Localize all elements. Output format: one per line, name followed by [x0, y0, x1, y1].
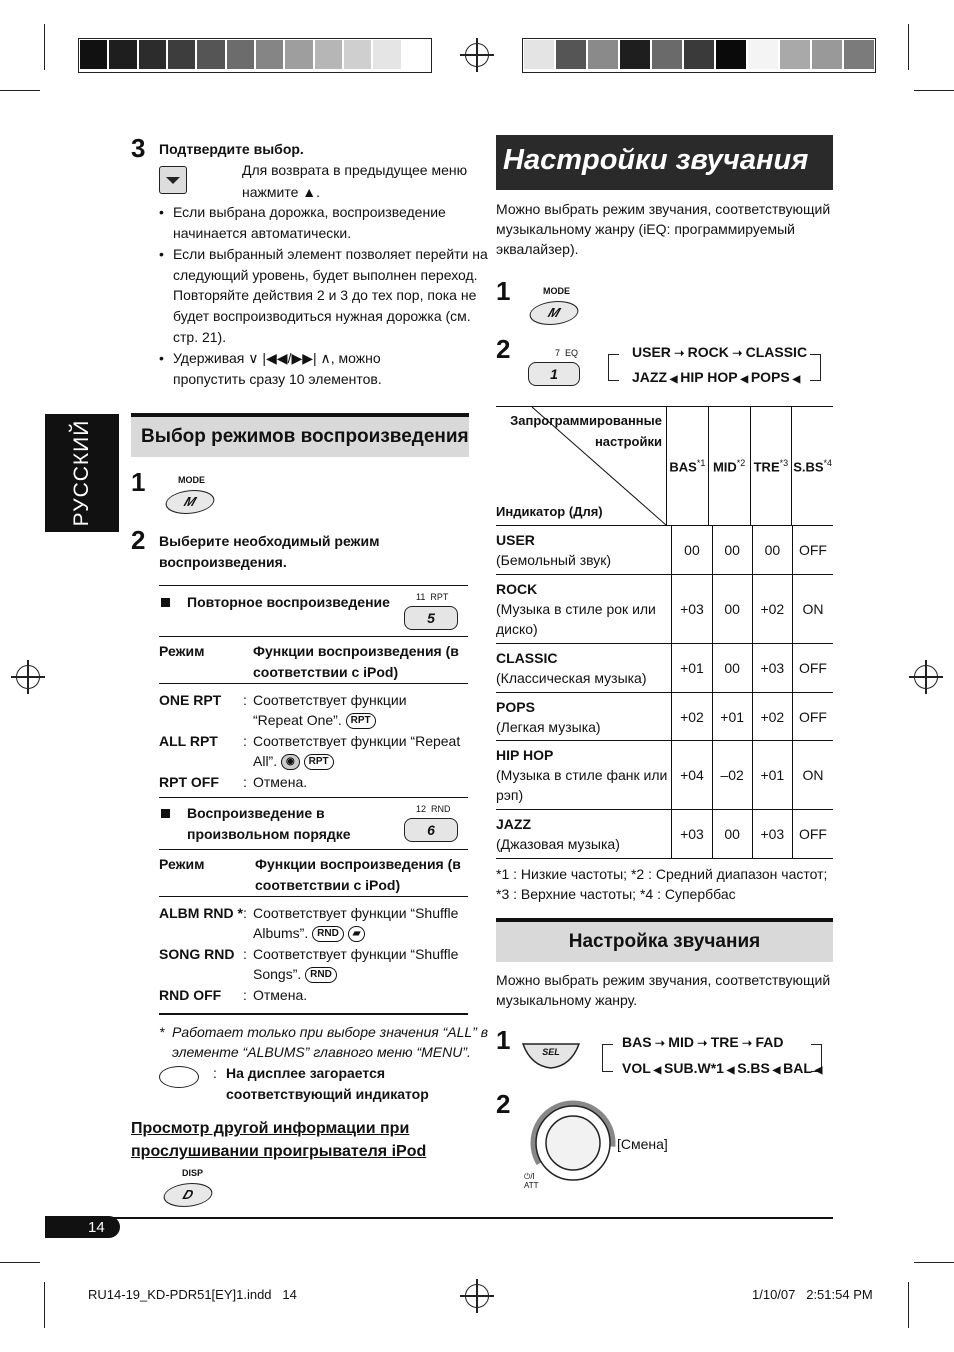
intro-line: Можно выбрать режим звучания, соответствующий: [496, 972, 831, 988]
crop-mark: [908, 1282, 909, 1328]
mode-row: [159, 731, 469, 772]
crop-mark: [0, 90, 40, 91]
mode-function: Соответствует функции “Repeat: [253, 733, 461, 749]
arrow-icon: ◀: [667, 374, 681, 385]
display-indicator-icon: [159, 1066, 199, 1088]
eq-table-row: [496, 810, 833, 859]
colon: :: [213, 1065, 217, 1081]
registration-mark-bottom: [465, 1284, 489, 1308]
color-swatch: [284, 39, 313, 70]
eq-table: [496, 406, 833, 859]
eq-preset-desc: рэп): [496, 787, 524, 803]
footnote-asterisk: *: [159, 1024, 165, 1040]
eq-button[interactable]: [528, 362, 580, 386]
table-notes: *3 : Верхние частоты; *4 : Суперббас: [496, 886, 736, 902]
color-swatch: [747, 39, 779, 70]
color-swatch: [138, 39, 167, 70]
colon: :: [243, 946, 247, 962]
info-section-title-line: прослушивании проигрывателя iPod: [131, 1143, 427, 1160]
column-header-text: [709, 458, 750, 474]
colon: :: [243, 905, 247, 921]
mode-button[interactable]: [526, 301, 583, 325]
mode-function: [253, 710, 376, 730]
bullet-line: следующий уровень, будет выполнен переход.: [173, 266, 478, 283]
divider: [159, 585, 468, 586]
eq-cycle-diagram: [608, 344, 823, 386]
info-section-title: [131, 1117, 426, 1163]
sel-button-letter: SEL: [542, 1047, 560, 1057]
column-header-name: TRE: [753, 459, 780, 475]
colon: :: [243, 733, 247, 749]
color-swatch: [314, 39, 343, 70]
rpt-icon: RPT: [304, 754, 334, 770]
mode-function-text: “Repeat One”.: [253, 712, 346, 728]
eq-mode: ROCK: [687, 344, 729, 360]
info-section-title-line: Просмотр другой информации при: [131, 1120, 410, 1137]
eq-value-cell: +02: [672, 693, 712, 741]
color-swatch: [651, 39, 683, 70]
mode-function: Отмена.: [253, 987, 308, 1003]
crop-mark: [908, 24, 909, 70]
eq-value-cell: ON: [792, 741, 833, 810]
mode-row: [159, 772, 469, 793]
crop-mark: [0, 1262, 40, 1263]
eq-table-row: [496, 693, 833, 741]
eq-value-cell: OFF: [792, 644, 833, 693]
mode-name: ALL RPT: [159, 733, 218, 749]
sound-setting: TRE: [710, 1034, 739, 1050]
arrow-icon: ◀: [789, 374, 801, 385]
color-swatch: [523, 39, 555, 70]
language-side-tab: [45, 414, 119, 532]
square-bullet: [161, 809, 170, 818]
button-caption: 11 RPT: [416, 592, 449, 602]
bottom-rule: [45, 1217, 833, 1219]
divider: [159, 849, 468, 850]
table-column-header: [666, 407, 708, 525]
bullet-list: [159, 202, 488, 390]
eq-value-cell: –02: [712, 741, 752, 810]
eq-mode: HIP HOP: [680, 369, 738, 385]
colorbar-left: [78, 38, 432, 73]
arrow-icon: ◀: [769, 1065, 784, 1076]
eq-value-cell: 00: [712, 810, 752, 859]
mode-function: Соответствует функции “Shuffle: [253, 905, 459, 921]
step-text: воспроизведения.: [159, 554, 287, 570]
sound-cycle-diagram: [602, 1034, 824, 1080]
eq-value-cell: +01: [672, 644, 712, 693]
column-header: Режим: [159, 856, 205, 872]
sound-setting: S.BS: [737, 1060, 770, 1076]
mode-label: MODE: [543, 286, 570, 296]
color-swatch: [108, 39, 137, 70]
eq-value-cell: OFF: [792, 526, 833, 575]
bullet-dot: •: [159, 204, 164, 220]
step-number: 3: [131, 133, 146, 163]
display-note: На дисплее загорается: [226, 1065, 386, 1081]
arrow-icon: ➝: [728, 346, 746, 360]
sound-setting: SUB.W*1: [664, 1060, 724, 1076]
preset-6-button[interactable]: [404, 818, 458, 842]
column-header: Функции воспроизведения (в: [253, 643, 459, 659]
bullet-line: Удерживая ∨ |◀◀/▶▶| ∧, можно: [173, 350, 381, 367]
preset-5-button[interactable]: [404, 606, 458, 630]
arrow-icon: ◀: [650, 1065, 665, 1076]
color-swatch: [619, 39, 651, 70]
eq-preset-desc: (Музыка в стиле фанк или: [496, 767, 668, 783]
step-note: нажмите ▲.: [242, 184, 321, 200]
color-swatch: [372, 39, 401, 70]
registration-mark-right: [914, 665, 938, 689]
mode-function-text: Songs”.: [253, 966, 306, 982]
column-header-text: [667, 458, 708, 474]
bullet-item: [159, 202, 469, 243]
eq-mode: JAZZ: [632, 369, 667, 385]
square-bullet: [161, 598, 170, 607]
intro-line: Можно выбрать режим звучания, соответствующий: [496, 201, 831, 217]
page-title-bar: [496, 135, 833, 190]
mode-button-letter: M: [546, 305, 563, 320]
column-header-note: *2: [736, 458, 746, 468]
column-header-name: S.BS: [793, 459, 824, 475]
color-swatch: [811, 39, 843, 70]
eq-preset-name: HIP HOP: [496, 747, 554, 763]
bullet-line: начинается автоматически.: [173, 224, 352, 241]
table-column-header: [750, 407, 792, 525]
crop-mark: [914, 90, 954, 91]
sound-setting: VOL: [622, 1060, 651, 1076]
rotate-arrow-icon: [530, 1100, 616, 1186]
color-swatch: [587, 39, 619, 70]
random-mode-list: [159, 903, 469, 1006]
bullet-dot: •: [159, 246, 164, 263]
bullet-line: пропустить сразу 10 элементов.: [173, 370, 382, 387]
mode-function: [253, 964, 337, 984]
column-header: соответствии с iPod): [253, 664, 399, 680]
eq-preset-name: JAZZ: [496, 816, 531, 832]
rnd-icon: RND: [305, 967, 337, 983]
crop-mark: [914, 1262, 954, 1263]
color-swatch: [255, 39, 284, 70]
step-number: 1: [131, 467, 146, 497]
sound-setting: BAL: [783, 1060, 812, 1076]
rpt-icon: RPT: [346, 713, 376, 729]
eq-value-cell: +02: [752, 575, 792, 644]
column-header: Функции воспроизведения (в: [255, 856, 461, 872]
mode-function: Соответствует функции: [253, 692, 407, 708]
mode-row: [159, 690, 469, 731]
eq-preset-cell: [496, 644, 672, 693]
arrow-icon: ◀: [737, 374, 751, 385]
crop-mark: [44, 1282, 45, 1328]
divider: [159, 636, 468, 637]
eq-preset-cell: [496, 575, 672, 644]
eq-mode: POPS: [750, 369, 790, 385]
subsection-title: произвольном порядке: [187, 826, 351, 842]
mode-name: ONE RPT: [159, 692, 222, 708]
table-column-header: [791, 407, 833, 525]
step-number: 1: [496, 1025, 511, 1055]
folder-icon: ▰: [348, 926, 366, 942]
eq-preset-desc: (Джазовая музыка): [496, 836, 620, 852]
eq-value-cell: +03: [752, 644, 792, 693]
color-swatch: [226, 39, 255, 70]
page-number-tab: [45, 1216, 120, 1238]
bullet-line: будет воспроизводиться нужная дорожка (см.: [173, 307, 471, 324]
eq-value-cell: +01: [752, 741, 792, 810]
eq-preset-cell: [496, 810, 672, 859]
mode-name: RND OFF: [159, 987, 222, 1003]
knob-label: [Смена]: [617, 1136, 668, 1152]
button-caption: 12 RND: [416, 804, 451, 814]
button-caption: 7 EQ: [555, 348, 579, 358]
control-knob[interactable]: [530, 1100, 616, 1186]
mode-function: Отмена.: [253, 774, 308, 790]
column-header-name: BAS: [669, 459, 697, 475]
button-number: 6: [427, 822, 435, 838]
column-header-text: [751, 458, 792, 474]
column-header-note: *1: [696, 458, 706, 468]
mode-function: [253, 923, 365, 943]
bullet-line: Повторяйте действия 2 и 3 до тех пор, пока не: [173, 287, 477, 304]
eq-preset-desc: (Бемольный звук): [496, 552, 612, 568]
eq-value-cell: +03: [672, 575, 712, 644]
step-number: 2: [131, 525, 146, 555]
sound-setting: BAS: [622, 1034, 652, 1050]
color-swatch: [555, 39, 587, 70]
eq-value-cell: 00: [672, 526, 712, 575]
eq-value-cell: 00: [712, 575, 752, 644]
footer-file: RU14-19_KD-PDR51[EY]1.indd 14: [88, 1287, 297, 1302]
divider: [159, 1013, 468, 1015]
registration-mark-left: [16, 665, 40, 689]
colon: :: [243, 774, 247, 790]
sound-setting: MID: [668, 1034, 694, 1050]
section-title: Настройка звучания: [568, 931, 761, 952]
sel-button[interactable]: [521, 1040, 581, 1070]
color-swatch: [779, 39, 811, 70]
color-swatch: [683, 39, 715, 70]
eq-mode: CLASSIC: [745, 344, 808, 360]
power-att-label: ⏻/I ATT: [524, 1172, 539, 1190]
button-number: 5: [427, 610, 435, 626]
mode-function: Соответствует функции “Shuffle: [253, 946, 459, 962]
down-button-icon[interactable]: [159, 166, 187, 194]
mode-button[interactable]: [162, 490, 219, 514]
eq-value-cell: ON: [792, 575, 833, 644]
mode-row: [159, 903, 469, 944]
eq-preset-name: USER: [496, 532, 535, 548]
arrow-icon: ◀: [723, 1065, 738, 1076]
eq-preset-cell: [496, 741, 672, 810]
eq-value-cell: OFF: [792, 693, 833, 741]
color-swatch: [167, 39, 196, 70]
arrow-icon: ➝: [693, 1036, 711, 1050]
registration-mark-top: [465, 43, 489, 67]
mode-button-letter: M: [182, 494, 199, 509]
mode-row: [159, 944, 469, 985]
crop-mark: [44, 24, 45, 70]
page-title: Настройки звучания: [503, 144, 809, 176]
intro-line: музыкальному жанру (iEQ: программируемый: [496, 221, 795, 237]
eq-preset-desc: (Музыка в стиле рок или: [496, 601, 656, 617]
bullet-dot: •: [159, 350, 164, 367]
step-text: Выберите необходимый режим: [159, 533, 380, 549]
eq-value-cell: 00: [712, 644, 752, 693]
bullet-line: Если выбранный элемент позволяет перейти на: [173, 246, 488, 263]
column-header: соответствии с iPod): [255, 877, 401, 893]
eq-value-cell: +04: [672, 741, 712, 810]
eq-table-row: [496, 575, 833, 644]
subsection-title: Воспроизведение в: [187, 805, 325, 821]
page-number: 14: [88, 1219, 105, 1236]
mode-label: MODE: [178, 475, 205, 485]
eq-preset-desc: (Легкая музыка): [496, 718, 601, 735]
arrow-icon: ➝: [651, 1036, 669, 1050]
table-notes: *1 : Низкие частоты; *2 : Средний диапазон частот;: [496, 866, 828, 882]
eq-value-cell: 00: [752, 526, 792, 575]
eq-preset-cell: [496, 526, 672, 575]
eq-value-cell: +01: [712, 693, 752, 741]
eq-preset-cell: [496, 693, 672, 741]
intro-text: [496, 970, 834, 1010]
bullet-line: Если выбрана дорожка, воспроизведение: [173, 204, 446, 220]
eq-preset-name: CLASSIC: [496, 650, 558, 666]
column-header: Режим: [159, 643, 205, 659]
step-title: Подтвердите выбор.: [159, 141, 304, 157]
footer-date: 1/10/07 2:51:54 PM: [752, 1287, 873, 1302]
eq-value-cell: 00: [712, 526, 752, 575]
step-number: 2: [496, 1089, 511, 1119]
intro-line: эквалайзер).: [496, 241, 579, 257]
intro-line: музыкальному жанру.: [496, 992, 638, 1008]
column-header-name: MID: [712, 459, 737, 475]
step-note: Для возврата в предыдущее меню: [242, 162, 468, 178]
mode-name: SONG RND: [159, 946, 235, 962]
eq-table-row: [496, 644, 833, 693]
divider: [159, 896, 468, 897]
disp-button-letter: D: [180, 1187, 196, 1202]
section-header: [131, 413, 469, 457]
eq-value-cell: +03: [752, 810, 792, 859]
sound-setting: FAD: [755, 1034, 784, 1050]
mode-function-text: All”.: [253, 753, 281, 769]
table-header-indicator: Индикатор (Для): [496, 504, 603, 519]
rnd-icon: RND: [312, 926, 344, 942]
column-header-text: [792, 458, 833, 474]
arrow-icon: ➝: [670, 346, 688, 360]
eq-table-row: [496, 526, 833, 575]
table-column-header: [708, 407, 750, 525]
colon: :: [243, 692, 247, 708]
bullet-item: [159, 348, 469, 389]
eq-mode: USER: [632, 344, 671, 360]
disp-label: DISP: [182, 1168, 204, 1178]
divider: [159, 797, 468, 798]
divider: [159, 683, 468, 684]
mode-function: [253, 751, 334, 771]
eq-value-cell: +02: [752, 693, 792, 741]
disc-icon: ◉: [281, 754, 300, 770]
color-swatch: [402, 39, 431, 70]
section-header: [496, 918, 833, 962]
color-swatch: [843, 39, 875, 70]
table-header-preset: Запрограммированные: [510, 413, 662, 428]
disp-button[interactable]: [160, 1183, 217, 1207]
mode-name: RPT OFF: [159, 774, 219, 790]
repeat-mode-list: [159, 690, 469, 793]
eq-preset-name: POPS: [496, 698, 535, 715]
eq-table-row: [496, 741, 833, 810]
colorbar-right: [522, 38, 876, 73]
bullet-line: стр. 21).: [173, 328, 227, 345]
subsection-title: Повторное воспроизведение: [187, 594, 390, 610]
eq-value-cell: +03: [672, 810, 712, 859]
footnote: Работает только при выборе значения “ALL” в: [172, 1024, 489, 1040]
column-header-note: *3: [779, 458, 789, 468]
step-number: 1: [496, 276, 511, 306]
color-swatch: [343, 39, 372, 70]
color-swatch: [79, 39, 108, 70]
display-note: соответствующий индикатор: [226, 1086, 429, 1102]
arrow-icon: ➝: [738, 1036, 756, 1050]
language-tab-label: РУССКИЙ: [70, 419, 93, 527]
arrow-icon: ◀: [811, 1065, 823, 1076]
section-title: Выбор режимов воспроизведения: [141, 426, 469, 447]
intro-text: [496, 199, 834, 259]
eq-preset-desc: (Классическая музыка): [496, 670, 647, 686]
eq-value-cell: OFF: [792, 810, 833, 859]
mode-row: [159, 985, 469, 1006]
colon: :: [243, 987, 247, 1003]
button-number: 1: [550, 366, 558, 382]
color-swatch: [715, 39, 747, 70]
table-header-preset: настройки: [594, 434, 662, 449]
color-swatch: [196, 39, 225, 70]
step-number: 2: [496, 334, 511, 364]
bullet-item: [159, 244, 488, 347]
mode-name: ALBM RND *: [159, 905, 243, 921]
mode-function-text: Albums”.: [253, 925, 313, 941]
footnote: элементе “ALBUMS” главного меню “MENU”.: [172, 1044, 471, 1060]
eq-preset-name: ROCK: [496, 581, 538, 597]
column-header-note: *4: [823, 458, 833, 468]
eq-preset-desc: диско): [496, 621, 538, 637]
